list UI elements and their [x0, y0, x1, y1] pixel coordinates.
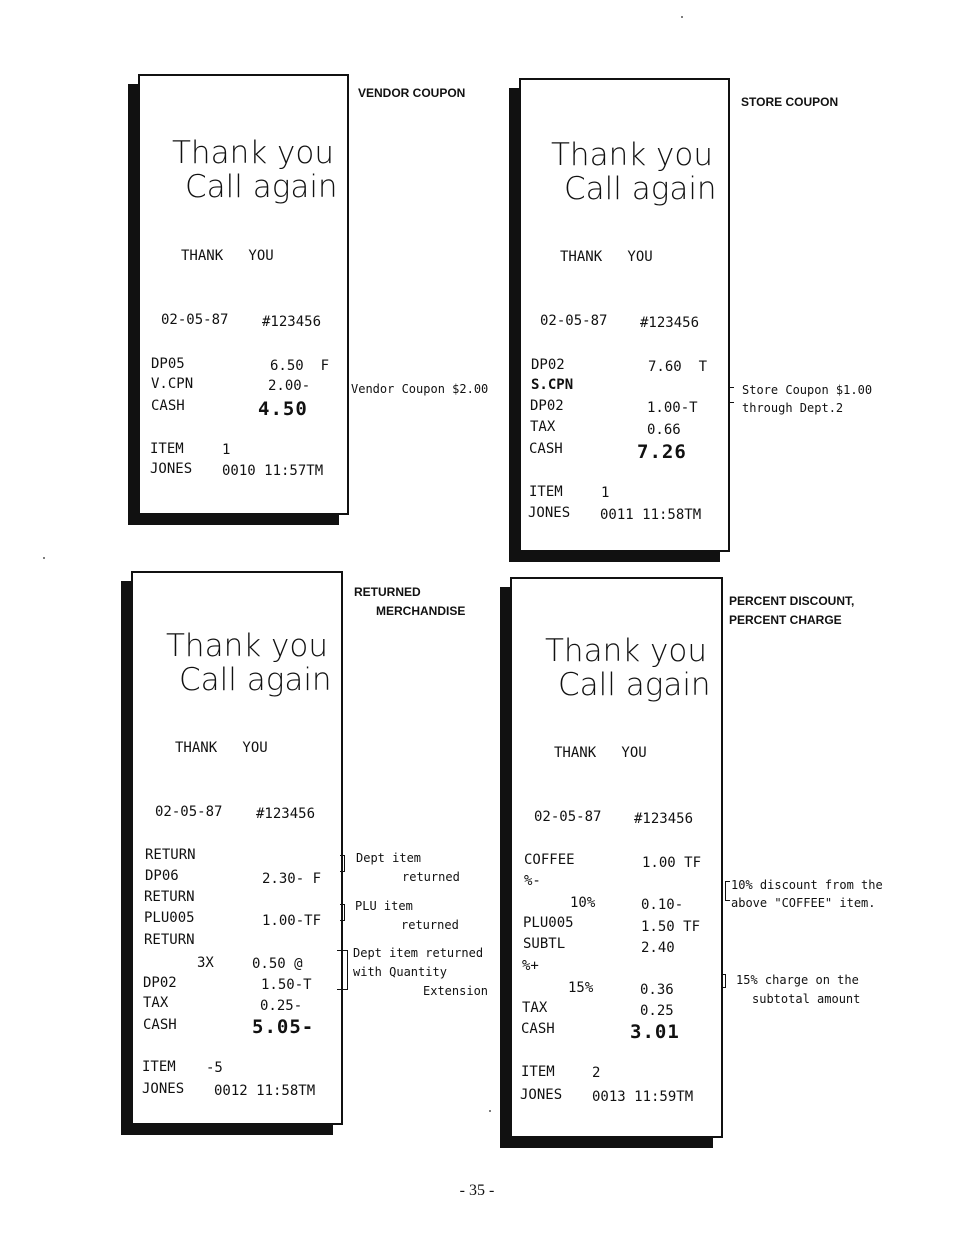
receipt-date: 02-05-87 — [534, 809, 602, 825]
thank-you-line1: Thank you — [551, 137, 713, 173]
receipt-footer: 0013 11:59TM — [592, 1089, 694, 1105]
receipt-number: #123456 — [262, 314, 322, 330]
line-value: 7.60 T — [648, 359, 708, 375]
annotation-bracket — [340, 904, 345, 921]
item-count: 1 — [601, 485, 610, 501]
section-heading — [729, 592, 854, 630]
annotation — [731, 876, 883, 912]
heading-line: RETURNED — [354, 585, 421, 599]
line-label: PLU005 — [144, 910, 195, 926]
page-number: - 35 - — [459, 1182, 495, 1199]
line-value: 2.40 — [641, 940, 675, 956]
annotation-bracket — [340, 855, 345, 872]
thank-you-script — [551, 138, 717, 206]
annotation — [736, 971, 860, 1009]
line-value: 0.25- — [260, 998, 303, 1014]
annotation-bracket — [721, 974, 726, 988]
line-label: CASH — [151, 398, 185, 414]
line-label: 3X — [197, 955, 214, 971]
cash-total: 3.01 — [630, 1021, 680, 1043]
item-count: 2 — [592, 1065, 601, 1081]
line-value: 0.25 — [640, 1003, 674, 1019]
line-label: SUBTL — [523, 936, 566, 952]
receipt-number: #123456 — [256, 806, 316, 822]
item-label: ITEM — [529, 484, 563, 500]
annotation-line: 10% discount from the — [731, 878, 883, 892]
line-value: 6.50 F — [270, 358, 330, 374]
line-value: 1.00-T — [647, 400, 698, 416]
heading-line: MERCHANDISE — [376, 604, 466, 618]
cash-total: 5.05- — [252, 1016, 315, 1038]
receipt-number: #123456 — [634, 811, 694, 827]
line-label: CASH — [143, 1017, 177, 1033]
annotation — [356, 849, 460, 887]
call-again-line2: Call again — [185, 169, 338, 206]
line-label: 10% — [570, 895, 596, 911]
receipt-date: 02-05-87 — [540, 313, 608, 329]
line-label: TAX — [530, 419, 556, 435]
line-value: 1.50 TF — [641, 919, 701, 935]
item-label: ITEM — [150, 441, 184, 457]
item-count: 1 — [222, 442, 231, 458]
line-value: 1.00 TF — [642, 855, 702, 871]
annotation-bracket — [725, 881, 730, 901]
line-label: DP02 — [531, 357, 565, 373]
receipt-footer: 0011 11:58TM — [600, 507, 702, 523]
line-value: 0.36 — [640, 982, 674, 998]
clerk-name: JONES — [528, 505, 571, 521]
thank-you-line1: Thank you — [172, 135, 334, 171]
thank-you-small: THANK YOU — [560, 249, 653, 265]
annotation-bracket — [729, 387, 734, 403]
annotation-line: Store Coupon $1.00 — [742, 383, 873, 397]
annotation-line: returned — [402, 870, 460, 884]
receipt-date: 02-05-87 — [161, 312, 229, 328]
line-label: 15% — [568, 980, 594, 996]
cash-total: 4.50 — [258, 398, 308, 420]
line-label: RETURN — [145, 847, 196, 863]
line-label: RETURN — [144, 889, 195, 905]
line-label: DP06 — [145, 868, 179, 884]
annotation-line: above "COFFEE" item. — [731, 896, 876, 910]
line-value: 0.50 @ — [252, 956, 303, 972]
item-label: ITEM — [142, 1059, 176, 1075]
line-label: V.CPN — [151, 376, 194, 392]
line-value: 2.30- F — [262, 871, 322, 887]
heading-line: PERCENT CHARGE — [729, 613, 842, 627]
line-label: S.CPN — [531, 377, 574, 393]
scan-speck — [43, 557, 45, 559]
section-heading: STORE COUPON — [741, 95, 839, 109]
clerk-name: JONES — [520, 1087, 563, 1103]
annotation-line: subtotal amount — [752, 992, 861, 1006]
line-label: COFFEE — [524, 852, 575, 868]
line-value: 1.50-T — [261, 977, 312, 993]
line-label: DP05 — [151, 356, 185, 372]
heading-line: PERCENT DISCOUNT, — [729, 594, 855, 608]
annotation: Vendor Coupon $2.00 — [351, 382, 489, 396]
thank-you-script — [545, 634, 711, 702]
section-heading: VENDOR COUPON — [358, 86, 466, 100]
item-label: ITEM — [521, 1064, 555, 1080]
annotation-line: with Quantity — [353, 965, 447, 979]
call-again-line2: Call again — [564, 171, 717, 208]
clerk-name: JONES — [142, 1081, 185, 1097]
annotation — [355, 897, 459, 935]
line-value: 0.66 — [647, 422, 681, 438]
scan-speck — [489, 1110, 491, 1112]
line-label: DP02 — [143, 975, 177, 991]
thank-you-line1: Thank you — [545, 633, 707, 669]
annotation-line: Dept item — [356, 851, 422, 865]
line-label: %- — [524, 873, 541, 889]
call-again-line2: Call again — [558, 667, 711, 704]
thank-you-line1: Thank you — [166, 628, 328, 664]
line-label: TAX — [522, 1000, 548, 1016]
line-value: 1.00-TF — [262, 913, 322, 929]
item-count: -5 — [206, 1060, 223, 1076]
scan-speck — [681, 16, 683, 18]
thank-you-small: THANK YOU — [181, 248, 274, 264]
annotation-line: through Dept.2 — [742, 401, 844, 415]
annotation-line: Extension — [423, 984, 489, 998]
clerk-name: JONES — [150, 461, 193, 477]
receipt-number: #123456 — [640, 315, 700, 331]
thank-you-small: THANK YOU — [554, 745, 647, 761]
thank-you-script — [172, 136, 338, 204]
line-label: CASH — [521, 1021, 555, 1037]
receipt-footer: 0010 11:57TM — [222, 463, 324, 479]
line-label: RETURN — [144, 932, 195, 948]
line-label: DP02 — [530, 398, 564, 414]
call-again-line2: Call again — [179, 662, 332, 699]
annotation-line: returned — [401, 918, 459, 932]
line-label: TAX — [143, 995, 169, 1011]
thank-you-script — [166, 629, 332, 697]
annotation — [353, 944, 488, 1001]
annotation-bracket — [337, 950, 348, 990]
thank-you-small: THANK YOU — [175, 740, 268, 756]
line-value: 2.00- — [268, 378, 311, 394]
annotation-line: Dept item returned — [353, 946, 484, 960]
receipt-date: 02-05-87 — [155, 804, 223, 820]
line-label: %+ — [522, 958, 539, 974]
annotation — [742, 381, 872, 417]
line-value: 0.10- — [641, 897, 684, 913]
annotation-line: 15% charge on the — [736, 973, 859, 987]
annotation-line: PLU item — [355, 899, 413, 913]
line-label: PLU005 — [523, 915, 574, 931]
cash-total: 7.26 — [637, 441, 687, 463]
section-heading — [354, 583, 465, 621]
receipt-footer: 0012 11:58TM — [214, 1083, 316, 1099]
line-label: CASH — [529, 441, 563, 457]
